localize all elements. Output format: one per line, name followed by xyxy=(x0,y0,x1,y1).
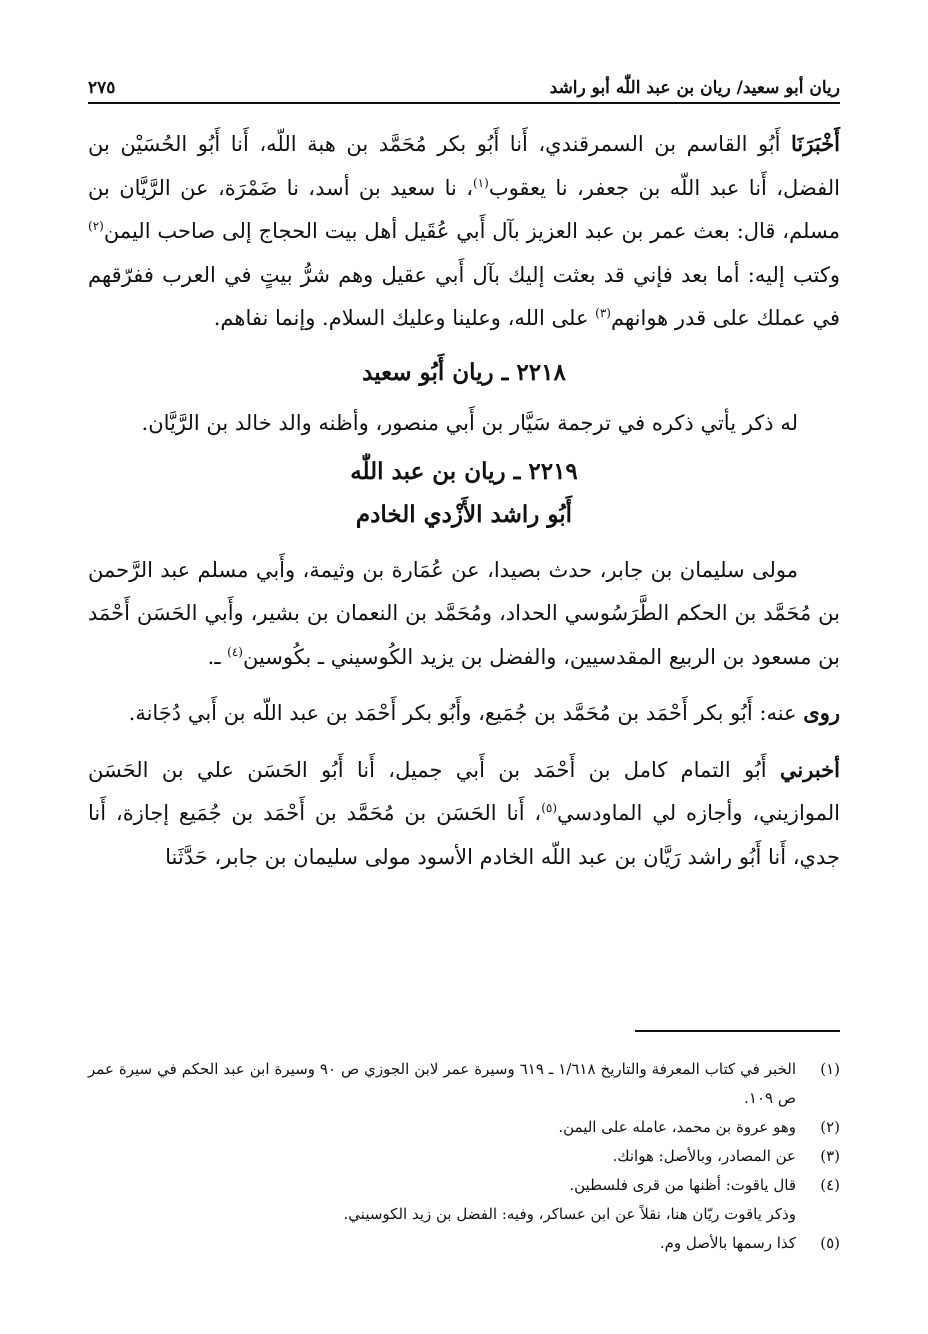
footnote-ref: (٣) xyxy=(595,306,611,320)
paragraph-text: وكتب إليه: أما بعد فإني قد بعثت إليك بآل أَبي عقيل وهم شرُّ بيتٍ في العرب ففرّقهم في عملك على قدر هوانهم xyxy=(88,262,840,330)
footnote-4-continued xyxy=(88,1200,840,1229)
footnote-2 xyxy=(88,1113,840,1142)
lead-word: روى xyxy=(803,700,840,725)
footnote-ref: (١) xyxy=(472,175,489,190)
paragraph-text: على الله، وعلينا وعليك السلام. وإنما نفاهم. xyxy=(213,306,596,330)
footnote-number: (٣) xyxy=(820,1147,840,1165)
paragraph-text: عنه: أَبُو بكر أَحْمَد بن مُحَمَّد بن جُمَيع، وأَبُو بكر أَحْمَد بن عبد اللّه بن أَبي دُجَانة. xyxy=(128,701,804,725)
paragraph-text: ـ. xyxy=(207,644,228,669)
footnote-number: (٥) xyxy=(820,1234,840,1252)
footnote-number: (٤) xyxy=(820,1176,840,1194)
footnote-text: وذكر ياقوت ريّان هنا، نقلاً عن ابن عساكر، وفيه: الفضل بن زيد الكوسيني. xyxy=(343,1205,796,1223)
paragraph-text: ، نا سعيد بن أسد، نا ضَمْرَة، عن الرَّيَّان بن مسلم، قال: بعث عمر بن عبد العزيز بآل أَبي عُقَيل أهل بيت الحجاج إلى صاحب اليمن xyxy=(88,175,840,243)
header-rule xyxy=(88,102,840,104)
paragraph-rawa xyxy=(88,691,840,736)
paragraph-isnad-2 xyxy=(88,748,840,880)
footnote-ref: (٤) xyxy=(227,644,243,659)
main-text xyxy=(88,122,840,879)
footnote-1 xyxy=(88,1055,840,1113)
footnote-ref: (٢) xyxy=(88,219,104,233)
paragraph-text: أَبُو القاسم بن السمرقندي، أَنا أَبُو بكر مُحَمَّد بن هبة اللّه، أَنا أَبُو الحُسَيْن بن الفضل، أَنا عبد اللّه بن جعفر، نا يعقوب xyxy=(88,132,840,200)
footnote-5 xyxy=(88,1229,840,1258)
lead-word: أخبرني xyxy=(779,756,840,782)
entry-description-2219 xyxy=(88,549,840,680)
entry-title-2218: ٢٢١٨ ـ ريان أَبُو سعيد xyxy=(362,358,566,386)
entry-subtitle-2219: أَبُو راشد الأَزْدي الخادم xyxy=(355,501,573,528)
footnote-text: وهو عروة بن محمد، عامله على اليمن. xyxy=(558,1118,796,1136)
footnote-text: كذا رسمها بالأصل وم. xyxy=(659,1234,796,1252)
paragraph-text: مولى سليمان بن جابر، حدث بصيدا، عن عُمَارة بن وثيمة، وأَبي مسلم عبد الرَّحمن بن مُحَمَّد بن الحكم الطَّرَسُوسي الحداد، ومُحَمَّد بن النعمان بن بشير، وأَبي الحَسَن أَحْمَد بن مسعود بن الربيع المقدسيين، والفضل بن يزيد الكُوسيني ـ بكُوسين xyxy=(88,557,840,669)
lead-word: أَخْبَرَنَا xyxy=(791,131,840,156)
footnote-number: (٢) xyxy=(820,1118,840,1136)
entry-title-2219: ٢٢١٩ ـ ريان بن عبد اللّٰه xyxy=(350,457,578,485)
paragraph-text: ، أَنا الحَسَن بن مُحَمَّد بن أَحْمَد بن جُمَيع إجازة، أَنا جدي، أَنا أَبُو راشد رَيَّان بن عبد اللّه الخادم الأسود مولى سليمان بن جابر، حَدَّثَنا xyxy=(88,801,840,869)
paragraph-text: أَبُو التمام كامل بن أَحْمَد بن أَبي جميل، أَنا أَبُو الحَسَن علي بن الحَسَن الموازيني، وأجازه لي الماودسي xyxy=(88,757,841,825)
running-title: ريان أبو سعيد/ ريان بن عبد اللّٰه أبو راشد xyxy=(549,78,840,98)
footnote-number: (١) xyxy=(820,1060,840,1078)
footnote-text: الخبر في كتاب المعرفة والتاريخ ١/٦١٨ ـ ٦١٩ وسيرة عمر لابن الجوزي ص ٩٠ وسيرة ابن عبد الحكم في سيرة عمر ص ١٠٩. xyxy=(88,1060,797,1107)
footnote-4 xyxy=(88,1171,840,1200)
footnote-text: قال ياقوت: أظنها من قرى فلسطين. xyxy=(569,1176,796,1194)
paragraph-isnad-1 xyxy=(88,122,840,341)
page-header xyxy=(88,58,840,98)
footnote-3 xyxy=(88,1142,840,1171)
entry-note-2218: له ذكر يأتي ذكره في ترجمة سَيَّار بن أَبي منصور، وأظنه والد خالد بن الرَّيَّان. xyxy=(141,411,798,435)
footnote-rule xyxy=(635,1030,840,1032)
footnote-ref: (٥) xyxy=(541,801,558,815)
page-number: ٢٧٥ xyxy=(88,78,116,98)
footnotes xyxy=(88,1055,840,1258)
footnote-text: عن المصادر، وبالأصل: هوانك. xyxy=(612,1147,796,1165)
